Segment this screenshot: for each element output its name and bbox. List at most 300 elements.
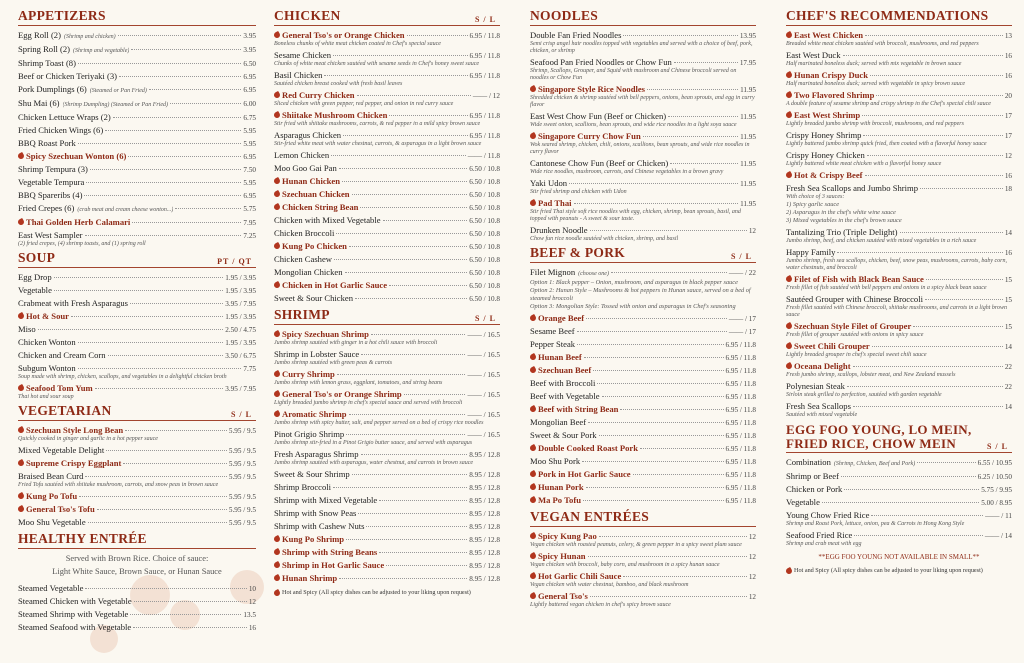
item-name: Szechuan Style Long Bean — [26, 425, 124, 435]
beefpork-header — [530, 245, 756, 263]
hot-pepper-icon — [529, 405, 537, 413]
menu-item — [274, 292, 500, 305]
dot-leader — [360, 207, 467, 208]
item-name: Double Cooked Roast Pork — [538, 443, 639, 453]
dot-leader — [343, 135, 467, 136]
dot-leader — [132, 222, 241, 223]
menu-item — [18, 163, 256, 176]
dot-leader — [357, 95, 471, 96]
menu-item — [274, 162, 500, 175]
eggfoo-list — [786, 456, 1012, 548]
dot-leader — [342, 181, 467, 182]
item-price: 6.50 / 10.8 — [469, 230, 500, 238]
item-price: —— / 17 — [728, 315, 756, 323]
noodles-list — [530, 29, 756, 243]
item-price: 5.00 / 8.95 — [981, 499, 1012, 507]
item-description: Vegan chicken with roasted peanuts, celery, & green pepper in a spicy sweet plum sauce — [530, 542, 742, 548]
item-price: 1.95 / 3.95 — [225, 339, 256, 347]
item-price: 5.75 — [243, 205, 256, 213]
dot-leader — [379, 552, 467, 553]
item-name: Shrimp with String Beans — [282, 547, 378, 557]
beefpork-title: BEEF & PORK — [530, 245, 626, 260]
item-name: Spicy Szechuan Shrimp — [282, 329, 369, 339]
menu-item — [18, 490, 256, 503]
item-name: Steamed Seafood with Vegetable — [18, 622, 132, 632]
item-description: Stir fried Thai style soft rice noodles with egg, chicken, shrimp, bean sprouts, basil, and topped with peanuts - A sweet & sour taste. — [530, 209, 741, 222]
menu-item — [274, 188, 500, 201]
hot-pepper-icon — [529, 496, 537, 504]
dot-leader — [590, 230, 747, 231]
item-price: 14 — [1004, 229, 1012, 237]
menu-item — [18, 444, 256, 457]
item-description: Boneless chunks of white meat chicken coated in Chef's special sauce — [274, 41, 441, 47]
item-name: Chicken with Mixed Vegetable — [274, 215, 381, 225]
item-price: 17 — [1004, 132, 1012, 140]
item-name: Pork Dumplings (6) — [18, 84, 87, 94]
item-description: Jumbo shrimp sautéed with ginger in a hot chili sauce with broccoli — [274, 340, 438, 346]
item-description: Sliced chicken with green pepper, red pepper, and onion in red curry sauce — [274, 101, 454, 107]
item-name: Kung Po Tofu — [26, 491, 78, 501]
eggfoo-header — [786, 423, 1012, 453]
menu-item — [530, 494, 756, 507]
item-name: Crispy Honey Chicken — [786, 150, 865, 160]
item-price: —— / 11 — [985, 512, 1012, 520]
hot-pepper-icon — [273, 410, 281, 418]
menu-item — [530, 455, 756, 468]
vegan-title: VEGAN ENTRÉES — [530, 509, 650, 524]
item-name: Shrimp Tempura (3) — [18, 164, 88, 174]
item-price: 7.75 — [243, 365, 256, 373]
dot-leader — [843, 55, 1003, 56]
item-price: 5.95 — [243, 179, 256, 187]
menu-item — [786, 169, 1012, 182]
dot-leader — [383, 220, 468, 221]
item-price: —— / 16.5 — [467, 331, 500, 339]
item-description: Sirloin steak grilled to perfection, sautéed with garden vegetable — [786, 392, 942, 398]
item-name: Yaki Udon — [530, 178, 568, 188]
dot-leader — [593, 370, 723, 371]
chef-list-2 — [786, 226, 1012, 419]
item-price: —— / 16.5 — [467, 411, 500, 419]
item-price: 6.75 — [243, 114, 256, 122]
menu-item — [18, 57, 256, 70]
eggfoo-title-line2: FRIED RICE, CHOW MEIN — [786, 436, 957, 451]
item-name: Sweet & Sour Chicken — [274, 293, 354, 303]
item-price: 11.95 — [740, 180, 756, 188]
item-description: Lightly battered white meat chicken with a flavorful honey sauce — [786, 161, 942, 167]
dot-leader — [404, 394, 466, 395]
menu-item — [530, 416, 756, 429]
item-name: Fresh Asparagus Shrimp — [274, 449, 359, 459]
hot-pepper-icon — [785, 275, 793, 283]
dot-leader — [130, 614, 241, 615]
item-price: 12 — [748, 573, 756, 581]
item-price: 16 — [248, 624, 256, 632]
dot-leader — [599, 536, 747, 537]
hot-pepper-icon — [273, 390, 281, 398]
item-name: BBQ Spareribs (4) — [18, 190, 83, 200]
item-name: BBQ Roast Pork — [18, 138, 76, 148]
dot-leader — [871, 515, 983, 516]
item-description: Lightly breaded jumbo shrimp with broccoli, mushrooms, and red peppers — [786, 121, 964, 127]
menu-item — [530, 442, 756, 455]
item-name: Crabmeat with Fresh Asparagus — [18, 298, 129, 308]
chicken-header — [274, 8, 500, 26]
menu-item — [18, 284, 256, 297]
dot-leader — [674, 62, 738, 63]
item-description: Jumbo shrimp, beef, and chicken sautéed with mixed vegetables in a rich sauce — [786, 238, 977, 244]
healthy-line2: Light White Sauce, Brown Sauce, or Hunan Sauce — [52, 567, 222, 576]
hot-pepper-icon — [529, 85, 537, 93]
shrimp-list — [274, 328, 500, 585]
item-price: 6.95 — [243, 153, 256, 161]
item-name: Crispy Honey Shrimp — [786, 130, 862, 140]
item-name: Chicken Broccoli — [274, 228, 335, 238]
dot-leader — [670, 163, 738, 164]
item-name: Hot & Crispy Beef — [794, 170, 863, 180]
menu-item — [530, 377, 756, 390]
hot-pepper-icon — [529, 592, 537, 600]
chef-sauces — [786, 201, 1012, 225]
item-description: Shrimp, Scallops, Grouper, and Squid with mushroom and Chinese broccoli served on noodles or Chow Fun — [530, 68, 737, 81]
dot-leader — [633, 474, 724, 475]
item-description: Chunks of white meat chicken sautéed with sesame seeds in Chef's honey sweet sauce — [274, 61, 480, 67]
column-1 — [18, 6, 256, 634]
dot-leader — [668, 116, 738, 117]
item-price: 11.95 — [740, 160, 756, 168]
item-price: 6.95 / 11.8 — [725, 341, 756, 349]
menu-item — [18, 457, 256, 470]
item-description: Lightly battered jumbo shrimp quick fried, then coated with a flavorful honey sauce — [786, 141, 987, 147]
dot-leader — [867, 155, 1003, 156]
item-name: Vegetable — [786, 497, 820, 507]
hot-pepper-icon — [785, 362, 793, 370]
item-price: —— / 22 — [728, 269, 756, 277]
item-name: Shrimp or Beef — [786, 471, 839, 481]
dot-leader — [333, 55, 467, 56]
item-name: Spicy Hunan — [538, 551, 586, 561]
item-description: Breaded white meat chicken sautéed with broccoli, mushrooms, and red peppers — [786, 41, 979, 47]
dot-leader — [583, 500, 724, 501]
item-price: 12 — [248, 598, 256, 606]
dot-leader — [38, 329, 224, 330]
menu-item — [18, 189, 256, 202]
dot-leader — [85, 476, 226, 477]
dot-leader — [643, 136, 738, 137]
item-name: Spicy Kung Pao — [538, 531, 597, 541]
item-name: Spring Roll (2) — [18, 44, 71, 54]
dot-leader — [105, 130, 241, 131]
item-name: East West Sampler — [18, 230, 83, 240]
item-description: Wok seared shrimp, chicken, chili, onions, scallions, bean sprouts, and wide rice noodles in curry flavor — [530, 142, 750, 155]
dot-leader — [586, 318, 727, 319]
dot-leader — [106, 450, 227, 451]
dot-leader — [78, 342, 224, 343]
menu-item — [530, 312, 756, 325]
item-name: General Tso's — [538, 591, 588, 601]
menu-item — [18, 323, 256, 336]
item-price: 6.50 / 10.8 — [469, 295, 500, 303]
hot-pepper-icon — [273, 177, 281, 185]
item-name: Shrimp with Mixed Vegetable — [274, 495, 378, 505]
menu-item — [18, 137, 256, 150]
item-price: 16 — [1004, 72, 1012, 80]
dot-leader — [78, 63, 241, 64]
item-price: 8.95 / 12.8 — [469, 549, 500, 557]
item-name: Shrimp with Snow Peas — [274, 508, 357, 518]
dot-leader — [588, 556, 747, 557]
column-2 — [274, 6, 500, 596]
hot-pepper-icon — [17, 492, 25, 500]
item-name: Sweet & Sour Shrimp — [274, 469, 350, 479]
item-price: 6.95 / 11.8 — [725, 458, 756, 466]
dot-leader — [407, 35, 468, 36]
dot-leader — [386, 565, 467, 566]
option-line: Option 1: Black pepper – Onion, mushroom, and asparagus in black pepper sauce — [530, 279, 738, 286]
item-name: Moo Shu Pork — [530, 456, 581, 466]
item-price: 13 — [1004, 32, 1012, 40]
item-name: Hunan Chicken — [282, 176, 341, 186]
item-description: Chow fun rice noodle sautéed with chicken, shrimp, and basil — [530, 236, 679, 242]
item-price: 10 — [248, 585, 256, 593]
item-description: Stir fried shrimp and chicken with Udon — [530, 189, 627, 195]
dot-leader — [837, 252, 1002, 253]
option-line: Option 3: Mongolian Style: Tossed with onion and asparagus in Chef's seasoning — [530, 303, 736, 310]
item-price: 3.95 — [243, 32, 256, 40]
item-name: Kung Po Chicken — [282, 241, 347, 251]
menu-item — [274, 559, 500, 572]
dot-leader — [349, 414, 466, 415]
item-description: With choice of 3 sauces: — [786, 194, 845, 200]
menu-item — [274, 227, 500, 240]
item-name: Steamed Chicken with Vegetable — [18, 596, 132, 606]
eggfoo-title — [786, 423, 972, 451]
dot-leader — [97, 509, 227, 510]
dot-leader — [79, 496, 227, 497]
hot-pepper-icon — [529, 132, 537, 140]
beefpork-list — [530, 312, 756, 507]
item-name: General Tso's or Orange Shrimp — [282, 389, 402, 399]
item-name: Thai Golden Herb Calamari — [26, 217, 131, 227]
chef-list — [786, 29, 1012, 201]
item-price: 3.95 / 7.95 — [225, 300, 256, 308]
item-name: Hot & Sour — [26, 311, 69, 321]
menu-item-filet-mignon — [530, 266, 756, 280]
item-name: General Tso's Tofu — [26, 504, 95, 514]
hot-pepper-icon — [529, 353, 537, 361]
item-price: 18 — [1004, 185, 1012, 193]
dot-leader — [900, 232, 1003, 233]
item-price: —— / 14 — [984, 532, 1012, 540]
item-name: Hunan Crispy Duck — [794, 70, 869, 80]
dot-leader — [128, 156, 241, 157]
item-price: 20 — [1004, 92, 1012, 100]
item-price: 11.95 — [740, 86, 756, 94]
hot-pepper-icon — [529, 532, 537, 540]
dot-leader — [917, 462, 975, 463]
hot-pepper-icon — [273, 281, 281, 289]
item-name: Shrimp Toast (8) — [18, 58, 76, 68]
dot-leader — [876, 95, 1002, 96]
hot-pepper-icon — [17, 312, 25, 320]
item-name: Sautéed Grouper with Chinese Broccoli — [786, 294, 923, 304]
hot-pepper-icon — [273, 370, 281, 378]
item-description: Shrimp and Roast Pork, lettuce, onion, pea & Carrots in Hong Kong Style — [786, 521, 965, 527]
item-description: Fried Tofu sautéed with shiitake mushroom, carrots, and snow peas in brown sauce — [18, 482, 219, 488]
dot-leader — [582, 461, 723, 462]
dot-leader — [133, 627, 247, 628]
chef-title: CHEF'S RECOMMENDATIONS — [786, 8, 989, 23]
dot-leader — [647, 89, 738, 90]
item-description: Thai hot and sour soup — [18, 394, 74, 400]
dot-leader — [170, 103, 241, 104]
dot-leader — [620, 409, 723, 410]
item-note: (Shrimp and chicken) — [63, 34, 116, 40]
dot-leader — [361, 454, 468, 455]
dot-leader — [853, 366, 1003, 367]
item-note: (Steamed or Pan Fried) — [89, 88, 147, 94]
item-price: 6.95 / 11.8 — [725, 432, 756, 440]
item-name: Vegetable — [18, 285, 52, 295]
dot-leader — [358, 513, 467, 514]
item-price: 5.95 / 9.5 — [228, 506, 256, 514]
item-price: 16 — [1004, 249, 1012, 257]
eggfoo-title-line1: EGG FOO YOUNG, LO MEIN, — [786, 422, 972, 437]
menu-item — [530, 429, 756, 442]
item-name: Mixed Vegetable Delight — [18, 445, 105, 455]
item-price: 8.95 / 12.8 — [469, 536, 500, 544]
item-name: Singapore Curry Chow Fun — [538, 131, 641, 141]
item-price: 6.95 / 11.8 — [725, 354, 756, 362]
menu-item — [274, 253, 500, 266]
item-name: General Tso's or Orange Chicken — [282, 30, 405, 40]
hot-pepper-icon — [273, 190, 281, 198]
item-name: Moo Goo Gai Pan — [274, 163, 337, 173]
menu-item — [18, 336, 256, 349]
noodles-header — [530, 8, 756, 26]
hot-pepper-icon — [529, 470, 537, 478]
menu-item — [786, 483, 1012, 496]
item-name: Filet of Fish with Black Bean Sauce — [794, 274, 924, 284]
item-price: 6.50 / 10.8 — [469, 204, 500, 212]
spicy-legend — [274, 589, 500, 596]
not-available-note: **EGG FOO YOUNG NOT AVAILABLE IN SMALL** — [818, 553, 980, 561]
item-price: 6.50 / 10.8 — [469, 165, 500, 173]
menu-item — [530, 390, 756, 403]
item-name: Szechuan Beef — [538, 365, 592, 375]
dot-leader — [85, 588, 246, 589]
dot-leader — [88, 522, 227, 523]
vegetarian-list — [18, 424, 256, 529]
shrimp-header — [274, 307, 500, 325]
menu-item — [18, 503, 256, 516]
item-description: Wide sweet onion, scallions, bean sprouts, and wide rice noodles in a light soya sauce — [530, 122, 737, 128]
item-name: Pad Thai — [538, 198, 572, 208]
item-name: Fried Crepes (6) — [18, 203, 75, 213]
dot-leader — [90, 169, 242, 170]
appetizers-title: APPETIZERS — [18, 8, 106, 23]
hot-pepper-icon — [273, 242, 281, 250]
item-name: Chicken and Cream Corn — [18, 350, 106, 360]
item-name: Subgum Wonton — [18, 363, 76, 373]
item-name: Polynesian Steak — [786, 381, 845, 391]
menu-item — [18, 349, 256, 362]
menu-item — [18, 271, 256, 284]
item-price: 6.50 / 10.8 — [469, 256, 500, 264]
item-name: Beef or Chicken Teriyaki (3) — [18, 71, 117, 81]
hot-pepper-icon — [529, 552, 537, 560]
item-name: Hunan Pork — [538, 482, 584, 492]
item-price: 15 — [1004, 276, 1012, 284]
item-name: Braised Bean Curd — [18, 471, 84, 481]
item-price: 6.50 / 10.8 — [469, 191, 500, 199]
menu-item — [274, 175, 500, 188]
item-price: 5.75 / 9.95 — [981, 486, 1012, 494]
hot-pepper-icon — [785, 566, 793, 574]
dot-leader — [925, 299, 1003, 300]
chicken-unit: S / L — [474, 15, 496, 24]
item-name: Beef with Broccoli — [530, 378, 596, 388]
item-price: 1.95 / 3.95 — [225, 313, 256, 321]
vegetarian-title: VEGETARIAN — [18, 403, 112, 418]
dot-leader — [113, 117, 242, 118]
item-price: 5.95 / 9.5 — [228, 427, 256, 435]
menu-item — [18, 97, 256, 111]
item-name: Shrimp Broccoli — [274, 482, 332, 492]
item-description: Jumbo shrimp stir-fried in a Pinot Grigio butter sauce, and served with asparagus — [274, 440, 473, 446]
item-name: Two Flavored Shrimp — [794, 90, 875, 100]
menu-item — [274, 266, 500, 279]
dot-leader — [149, 89, 242, 90]
dot-leader — [331, 155, 466, 156]
item-name: Szechuan Style Filet of Grouper — [794, 321, 912, 331]
dot-leader — [71, 316, 223, 317]
hot-pepper-icon — [273, 574, 281, 582]
item-price: 5.95 / 9.5 — [228, 447, 256, 455]
item-name: Hunan Beef — [538, 352, 582, 362]
item-name: East West Chicken — [794, 30, 864, 40]
item-price: 6.95 / 11.8 — [469, 112, 500, 120]
menu-item — [18, 595, 256, 608]
appetizers-list — [18, 29, 256, 248]
menu-item — [274, 279, 500, 292]
menu-item — [274, 201, 500, 214]
hot-pepper-icon — [17, 384, 25, 392]
item-description: Quickly cooked in ginger and garlic in a hot pepper sauce — [18, 436, 158, 442]
eggfoo-unit: S / L — [986, 442, 1008, 451]
item-price: —— / 16.5 — [467, 391, 500, 399]
spicy-legend-text: Hot and Spicy (All spicy dishes can be adjusted to your liking upon request) — [794, 567, 983, 574]
dot-leader — [134, 601, 247, 602]
item-name: Young Chow Fried Rice — [786, 510, 870, 520]
vegan-header — [530, 509, 756, 527]
item-price: 6.50 / 10.8 — [469, 282, 500, 290]
dot-leader — [339, 168, 467, 169]
item-note: (Shrimp Dumpling) (Steamed or Pan Fried) — [62, 102, 169, 108]
item-price: 5.95 — [243, 127, 256, 135]
dot-leader — [577, 344, 723, 345]
item-price: —— / 12 — [472, 92, 500, 100]
dot-leader — [333, 487, 467, 488]
dot-leader — [337, 374, 466, 375]
menu-item — [18, 70, 256, 83]
item-description: Lightly breaded grouper in chef's special sweet chili sauce — [786, 352, 927, 358]
item-note: (Shrimp and vegetable) — [73, 48, 130, 54]
menu-item — [274, 546, 500, 559]
hot-pepper-icon — [273, 91, 281, 99]
hot-pepper-icon — [785, 171, 793, 179]
item-price: 7.95 — [243, 219, 256, 227]
